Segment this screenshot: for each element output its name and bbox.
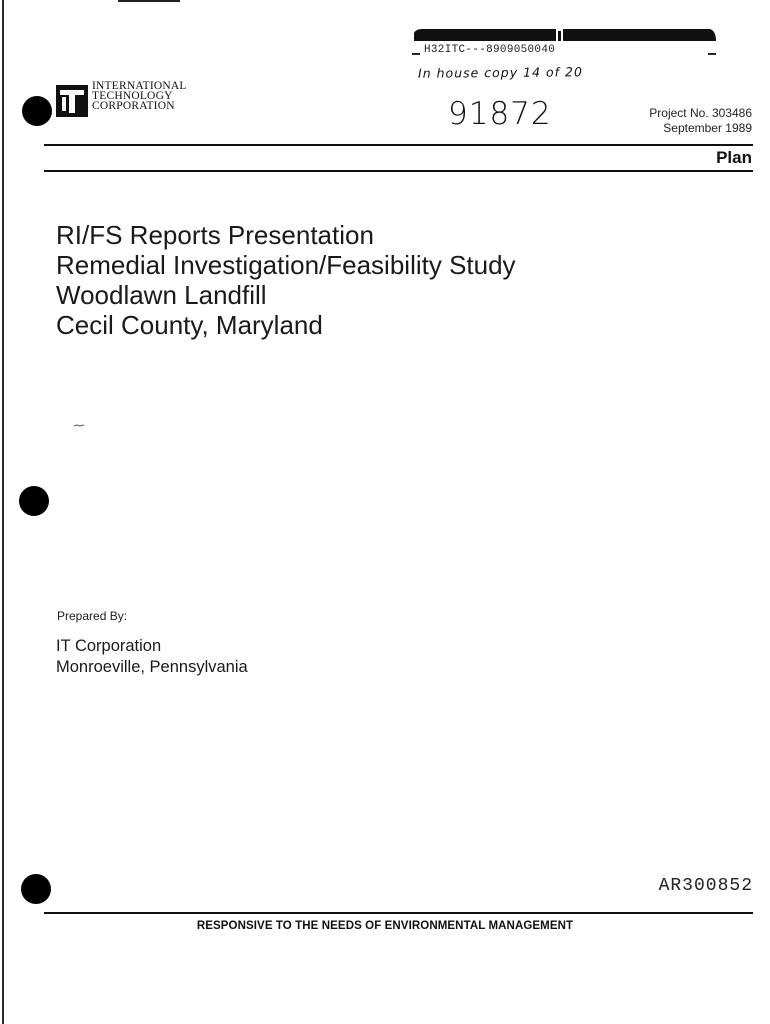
logo-line-1: INTERNATIONAL <box>92 80 187 92</box>
document-title <box>56 220 516 340</box>
title-line-3: Woodlawn Landfill <box>56 280 267 310</box>
company-logo <box>56 81 256 125</box>
title-line-2: Remedial Investigation/Feasibility Study <box>56 250 516 280</box>
prepared-by-label: Prepared By: <box>57 609 128 623</box>
logo-wordmark <box>92 81 187 111</box>
top-edge-mark <box>118 0 180 2</box>
scan-speck <box>74 424 84 427</box>
title-line-1: RI/FS Reports Presentation <box>56 220 374 250</box>
barcode-stamp-bar <box>410 29 716 41</box>
punch-hole-middle <box>19 486 49 516</box>
handwritten-number: 91872 <box>448 96 552 132</box>
document-type-label: Plan <box>716 148 752 167</box>
barcode-dash-left <box>412 53 420 55</box>
barcode-dash-right <box>708 53 716 55</box>
preparer-location: Monroeville, Pennsylvania <box>56 658 248 676</box>
footer-rule <box>44 912 753 914</box>
logo-line-3: CORPORATION <box>92 100 175 112</box>
project-date: September 1989 <box>663 121 752 135</box>
preparer-organization: IT Corporation <box>56 637 162 655</box>
barcode-id-text: H32ITC---8909050040 <box>424 44 556 56</box>
handwritten-note: In house copy 14 of 20 <box>417 64 583 81</box>
scan-edge-line <box>2 0 4 1024</box>
project-number: Project No. 303486 <box>649 106 752 120</box>
punch-hole-top <box>22 96 52 126</box>
archive-stamp-number: AR300852 <box>658 876 753 896</box>
it-logo-icon <box>56 85 88 117</box>
logo-line-2: TECHNOLOGY <box>92 90 173 102</box>
preparer-block <box>56 636 248 678</box>
title-line-4: Cecil County, Maryland <box>56 310 323 340</box>
header-rule-lower <box>44 170 753 172</box>
punch-hole-bottom <box>21 874 51 904</box>
footer-tagline: RESPONSIVE TO THE NEEDS OF ENVIRONMENTAL MANAGEMENT <box>196 920 574 932</box>
header-rule <box>44 144 753 146</box>
